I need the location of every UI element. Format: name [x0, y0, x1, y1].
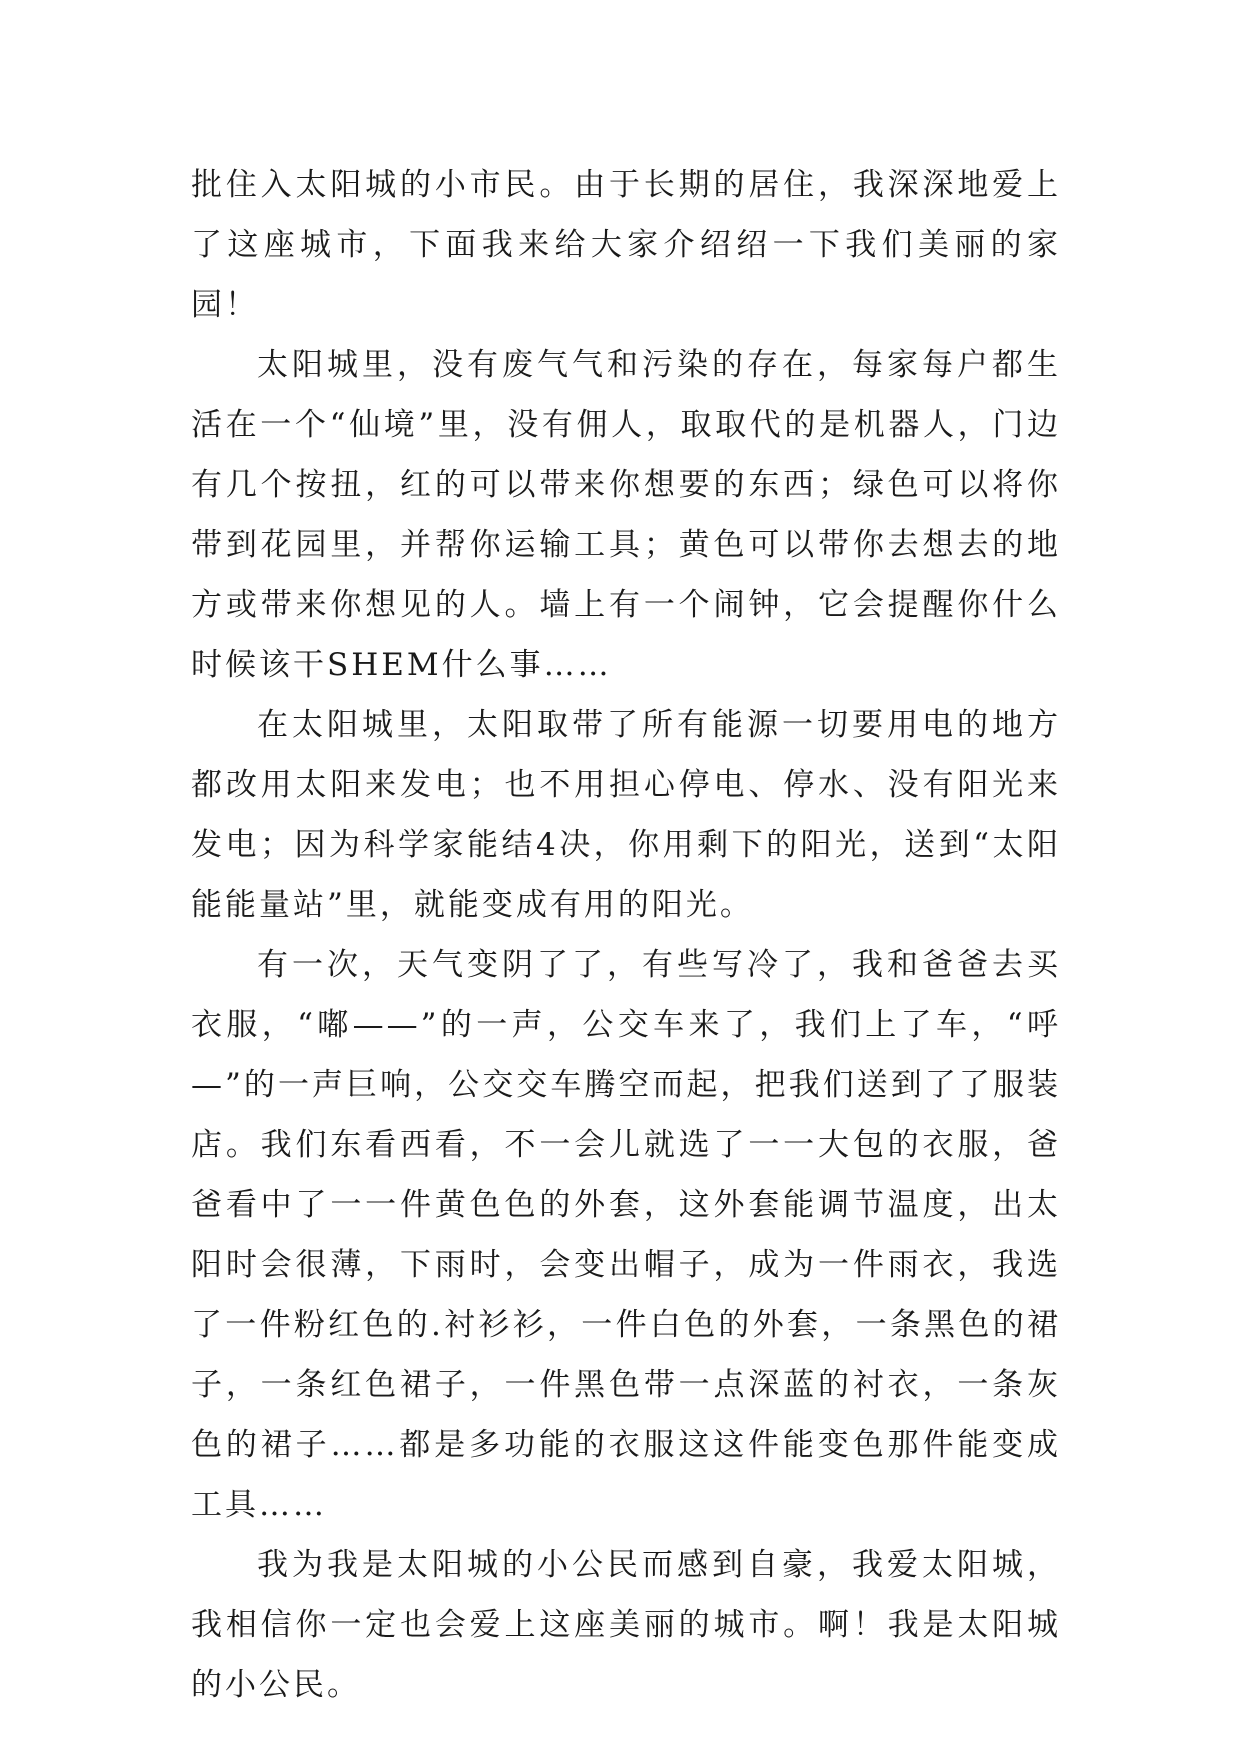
- paragraph-1: 批住入太阳城的小市民。由于长期的居住，我深深地爱上了这座城市，下面我来给大家介绍绍一下我们美丽的家园！: [191, 167, 1061, 323]
- paragraph-5: 我为我是太阳城的小公民而感到自豪，我爱太阳城，我相信你一定也会爱上这座美丽的城市。啊！我是太阳城的小公民。: [191, 1547, 1061, 1703]
- paragraph-3: 在太阳城里，太阳取带了所有能源一切要用电的地方都改用太阳来发电；也不用担心停电、停水、没有阳光来发电；因为科学家能结4决，你用剩下的阳光，送到“太阳能能量站”里，就能变成有用的阳光。: [191, 707, 1061, 923]
- document-body: [191, 155, 1061, 1715]
- paragraph-4: 有一次，天气变阴了了，有些写冷了，我和爸爸去买衣服，“嘟——”的一声，公交车来了，我们上了车，“呼—”的一声巨响，公交交车腾空而起，把我们送到了了服装店。我们东看西看，不一会儿就选了一一大包的衣服，爸爸看中了一一件黄色色的外套，这外套能调节温度，出太阳时会很薄，下雨时，会变出帽子，成为一件雨衣，我选了一件粉红色的.衬衫衫，一件白色的外套，一条黑色的裙子，一条红色裙子，一件黑色带一点深蓝的衬衣，一条灰色的裙子……都是多功能的衣服这这件能变色那件能变成工具……: [191, 947, 1061, 1523]
- paragraph-2: 太阳城里，没有废气气和污染的存在，每家每户都生活在一个“仙境”里，没有佣人，取取代的是机器人，门边有几个按扭，红的可以带来你想要的东西；绿色可以将你带到花园里，并帮你运输工具；黄色可以带你去想去的地方或带来你想见的人。墙上有一个闹钟，它会提醒你什么时候该干SHEM什么事……: [191, 347, 1061, 683]
